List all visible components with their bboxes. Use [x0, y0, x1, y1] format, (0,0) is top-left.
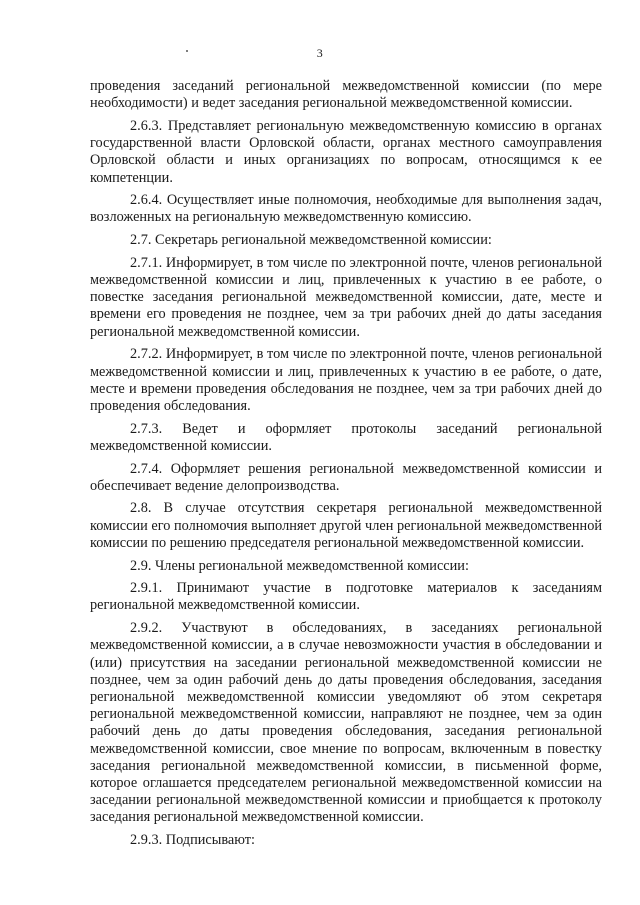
paragraph-2-6-3: 2.6.3. Представляет региональную межведомственную комиссию в органах государственной власти Орловской области, органах местного самоуправления Орловской области и иных организациях по вопросам, относящимся к ее компетенции.	[90, 117, 602, 186]
paragraph-2-8: 2.8. В случае отсутствия секретаря региональной межведомственной комиссии его полномочия выполняет другой член региональной межведомственной комиссии по решению председателя региональной межведомственной комиссии.	[90, 500, 602, 551]
paragraph-continuation: проведения заседаний региональной межведомственной комиссии (по мере необходимости) и ведет заседания региональной межведомственной комиссии.	[90, 78, 602, 112]
paragraph-2-7: 2.7. Секретарь региональной межведомственной комиссии:	[130, 232, 492, 249]
paragraph-2-9-2: 2.9.2. Участвуют в обследованиях, в заседаниях региональной межведомственной комиссии, а в случае невозможности участия в обследовании и (или) присутствия на заседании региональной межведомственной комиссии не позднее, чем за один рабочий день до даты проведения обследования, заседания региональной межведомственной комиссии уведомляют об этом секретаря региональной межведомственной комиссии, направляют не позднее, чем за один рабочий день до даты проведения обследования, заседания региональной межведомственной комиссии, свое мнение по вопросам, включенным в повестку заседания региональной межведомственной комиссии, в письменной форме, которое оглашается председателем региональной межведомственной комиссии на заседании региональной межведомственной комиссии и приобщается к протоколу заседания региональной межведомственной комиссии.	[90, 620, 602, 826]
paragraph-2-7-3: 2.7.3. Ведет и оформляет протоколы заседаний региональной межведомственной комиссии.	[90, 420, 602, 454]
document-body	[90, 78, 602, 855]
paragraph-2-6-4: 2.6.4. Осуществляет иные полномочия, необходимые для выполнения задач, возложенных на региональную межведомственную комиссию.	[90, 192, 602, 226]
paragraph-2-7-1: 2.7.1. Информирует, в том числе по электронной почте, членов региональной межведомственной комиссии и лиц, привлеченных к участию в ее работе, о повестке заседания региональной межведомственной комиссии, дате, месте и времени его проведения не позднее, чем за три рабочих дней до даты заседания региональной межведомственной комиссии.	[90, 254, 602, 340]
paragraph-2-9-1: 2.9.1. Принимают участие в подготовке материалов к заседаниям региональной межведомственной комиссии.	[90, 580, 602, 614]
page-number: 3	[316, 46, 324, 60]
paragraph-2-7-2: 2.7.2. Информирует, в том числе по электронной почте, членов региональной межведомственной комиссии и лиц, привлеченных к участию в ее работе, о дате, месте и времени проведения обследования не позднее, чем за три рабочих дней до проведения обследования.	[90, 346, 602, 414]
paragraph-2-9: 2.9. Члены региональной межведомственной комиссии:	[130, 557, 469, 574]
paragraph-2-9-3: 2.9.3. Подписывают:	[130, 832, 255, 849]
paragraph-2-7-4: 2.7.4. Оформляет решения региональной межведомственной комиссии и обеспечивает ведение делопроизводства.	[90, 460, 602, 494]
